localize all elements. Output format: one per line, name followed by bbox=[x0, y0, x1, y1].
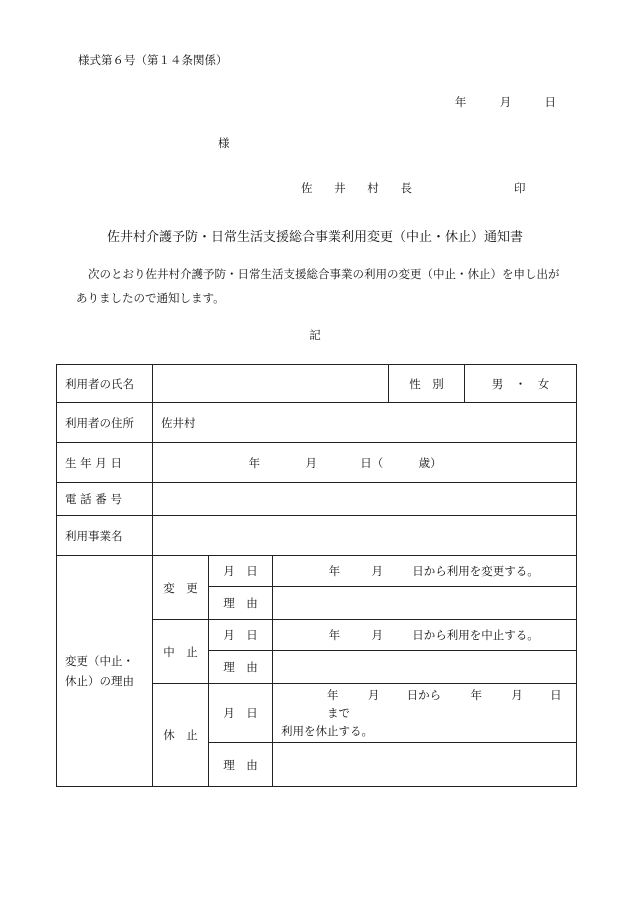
body-text: 次のとおり佐井村介護予防・日常生活支援総合事業の利用の変更（中止・休止）を申し出がありましたので通知します。 bbox=[76, 267, 560, 305]
pause-month-2: 月 bbox=[511, 688, 523, 702]
pause-year-2: 年 bbox=[470, 688, 482, 702]
stop-date-label: 月 日 bbox=[209, 620, 273, 651]
address-label: 利用者の住所 bbox=[57, 403, 153, 443]
change-date-label: 月 日 bbox=[209, 556, 273, 587]
change-label: 変 更 bbox=[153, 556, 209, 620]
change-date-row bbox=[57, 556, 577, 587]
stop-date-field[interactable] bbox=[273, 620, 577, 651]
form-number: 様式第６号（第１４条関係） bbox=[78, 53, 228, 67]
change-text: 日から利用を変更する。 bbox=[412, 564, 539, 578]
birth-day: 日（ bbox=[360, 455, 384, 470]
pause-date-label: 月 日 bbox=[209, 684, 273, 743]
gender-options[interactable]: 男 ・ 女 bbox=[465, 365, 577, 403]
ki-heading: 記 bbox=[309, 328, 321, 342]
stop-text: 日から利用を中止する。 bbox=[412, 628, 539, 642]
issue-date-year: 年 bbox=[454, 95, 467, 109]
change-date-year: 年 bbox=[328, 564, 341, 578]
pause-text: 利用を休止する。 bbox=[281, 724, 373, 738]
document-title: 佐井村介護予防・日常生活支援総合事業利用変更（中止・休止）通知書 bbox=[106, 230, 523, 245]
birth-month: 月 bbox=[305, 455, 317, 470]
service-row bbox=[57, 516, 577, 556]
phone-field[interactable] bbox=[153, 483, 577, 516]
seal-mark: 印 bbox=[514, 181, 526, 195]
service-label: 利用事業名 bbox=[57, 516, 153, 556]
stop-date-month: 月 bbox=[371, 628, 383, 642]
birth-age: 歳） bbox=[418, 455, 442, 470]
recipient-suffix: 様 bbox=[218, 136, 230, 150]
pause-reason-field[interactable] bbox=[273, 743, 577, 787]
change-reason-label: 理 由 bbox=[209, 587, 273, 620]
birth-year: 年 bbox=[248, 455, 261, 470]
pause-reason-label: 理 由 bbox=[209, 743, 273, 787]
address-row bbox=[57, 403, 577, 443]
stop-date-year: 年 bbox=[328, 628, 341, 642]
reason-label-line-1: 変更（中止・ bbox=[65, 654, 134, 668]
stop-label: 中 止 bbox=[153, 620, 209, 684]
change-date-field[interactable] bbox=[273, 556, 577, 587]
pause-from: 日から bbox=[406, 688, 442, 702]
gender-label: 性 別 bbox=[389, 365, 465, 403]
birth-row bbox=[57, 443, 577, 483]
reason-label-line-2: 休止）の理由 bbox=[65, 674, 134, 688]
mayor-title: 佐 井 村 長 bbox=[301, 181, 421, 195]
name-label: 利用者の氏名 bbox=[57, 365, 153, 403]
phone-label: 電 話 番 号 bbox=[57, 483, 153, 516]
birth-field[interactable] bbox=[153, 443, 577, 483]
stop-reason-label: 理 由 bbox=[209, 651, 273, 684]
service-field[interactable] bbox=[153, 516, 577, 556]
pause-label: 休 止 bbox=[153, 684, 209, 787]
birth-label: 生 年 月 日 bbox=[57, 443, 153, 483]
reason-section-label bbox=[57, 556, 153, 787]
change-date-month: 月 bbox=[371, 564, 383, 578]
change-reason-field[interactable] bbox=[273, 587, 577, 620]
pause-period-line bbox=[281, 686, 568, 722]
pause-month-1: 月 bbox=[367, 688, 380, 702]
address-field[interactable]: 佐井村 bbox=[153, 403, 577, 443]
name-field[interactable] bbox=[153, 365, 389, 403]
notification-form-table bbox=[56, 364, 577, 787]
name-row bbox=[57, 365, 577, 403]
pause-to: 日まで bbox=[327, 688, 562, 720]
stop-reason-field[interactable] bbox=[273, 651, 577, 684]
issue-date-day: 日 bbox=[544, 95, 556, 109]
issue-date bbox=[455, 94, 556, 110]
pause-year-1: 年 bbox=[327, 688, 339, 702]
pause-date-field[interactable] bbox=[273, 684, 577, 743]
phone-row bbox=[57, 483, 577, 516]
issue-date-month: 月 bbox=[499, 95, 512, 109]
